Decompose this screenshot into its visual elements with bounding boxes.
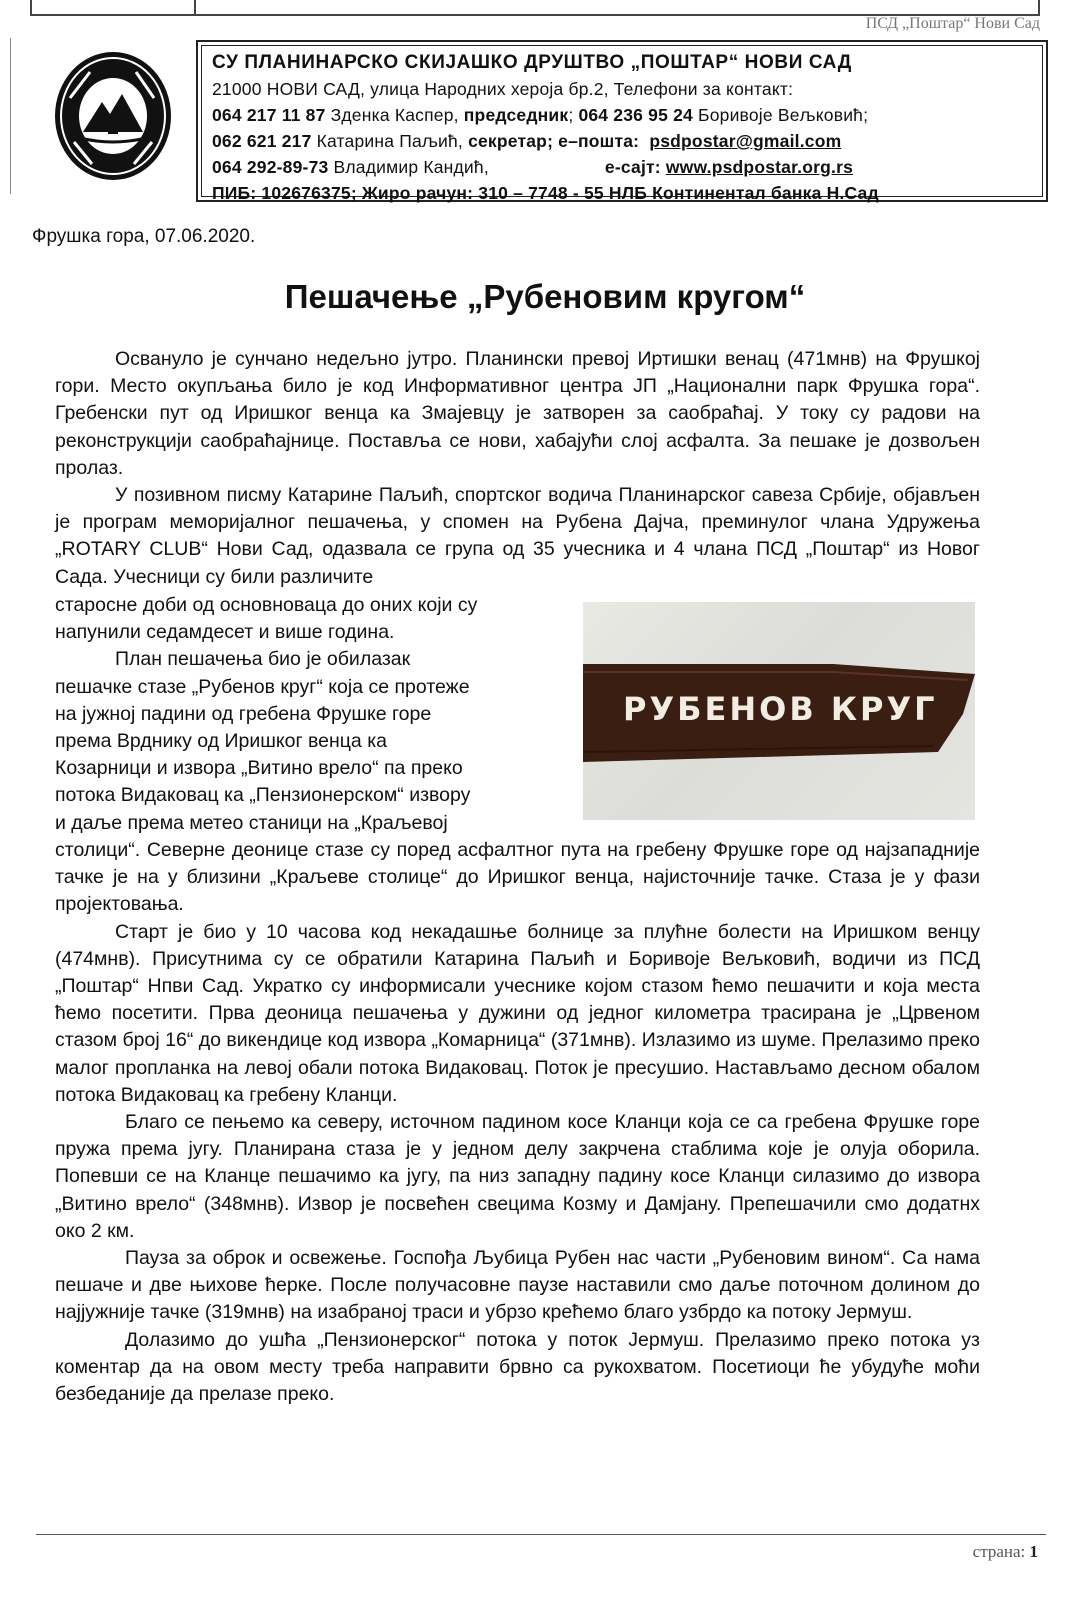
org-address: 21000 НОВИ САД, улица Народних хероја бр.2, Телефони за контакт: [212,79,794,99]
text-line: потока Видаковац ка „Пензионерском“ извору [55,784,471,807]
paragraph: Благо се пењемо ка северу, источном падином косе Кланци која се са гребена Фрушке горе пружа према југу. Планирана стаза је у једном делу закрчена стаблима које је олуја оборила. Попевши се на Кланце пешачимо ка југу, па низ западну падину косе Кланци силазимо до извора „Витино врело“ (348мнв). Извор је посвећен свецима Козму и Дамјану. Препешачили смо додатнх око 2 км. [55,1111,980,1242]
text-line: План пешачења био је обилазак [115,648,411,671]
paragraph: Освануло је сунчано недељно јутро. Планински превој Иртишки венац (471мнв) на Фрушкој гори. Место окупљања било је код Информативног центра ЈП „Национални парк Фрушка гора“. Гребенски пут од Иришког венца ка Змајевцу је затворен за саобраћај. У току су радови на реконструкцији саобраћајнице. Поставља се нови, хабајући слој асфалта. За пешаке је дозвољен пролаз. [55,348,980,479]
document-date: Фрушка гора, 07.06.2020. [32,226,256,247]
text-line: Козарници и извора „Витино врело“ па преко [55,757,463,780]
role-1: председник [463,105,569,125]
role-2: секретар; е–пошта: [468,131,640,151]
website-link[interactable]: www.psdpostar.org.rs [665,157,854,177]
phone-3: 062 621 217 [212,131,312,151]
paragraph: Пауза за оброк и освежење. Госпођа Љубица Рубен нас части „Рубеновим вином“. Са нама пешаче и две њихове ћерке. После получасовне паузе наставили смо даље поточном долином до најјужније тачке (319мнв) на изабраној траси и убрзо крећемо благо узбрдо ка потоку Јермуш. [55,1247,980,1324]
bank-info: ПИБ: 102676375; Жиро рачун: 310 – 7748 - 55 НЛБ Континентал банка Н.Сад [212,183,879,203]
page-number: 1 [1029,1542,1038,1561]
paragraph: Долазимо до ушћа „Пензионерског“ потока у поток Јермуш. Прелазимо преко потока уз коментар да на овом месту треба направити брвно са рукохватом. Посетиоци ће убудуће моћи безбеданије да прелазе преко. [55,1328,980,1406]
website-label: е-сајт: [604,157,661,177]
body-wrap [55,592,570,837]
contact-line-2 [212,128,1032,154]
email-link[interactable]: psdpostar@gmail.com [649,131,842,151]
contact-name-3: Катарина Пaљић, [311,131,469,151]
contact-name-1: Зденка Каспер, [325,105,464,125]
text-line: и даље према метео станици на „Краљевој [55,811,448,834]
club-logo [50,46,176,186]
paragraph: столици“. Северне деонице стазе су поред асфалтног пута на гребену Фрушке горе од најзападније тачке је на у близини „Краљеве столице“ до Иришког венца, најисточније тачке. Стаза је у фази пројектовања. [55,839,980,916]
contact-line-1 [212,102,1032,128]
sign-text: РУБЕНОВ КРУГ [623,690,938,728]
top-table-fragment [30,0,1040,16]
page-label: страна: [972,1542,1030,1561]
phone-1: 064 217 11 87 [212,105,326,125]
paragraph: У позивном писму Катарине Паљић, спортског водича Планинарског савеза Србије, објављен је програм меморијалног пешачења, у спомен на Рубена Дајча, преминулог члана Удружења „ROTARY CLUB“ Нови Сад, одазвала се група од 35 учесника и 4 члана ПСД „Поштар“ из Новог Сада. Учесници су били различите [55,484,980,588]
table-divider [194,0,196,14]
running-header: ПСД „Поштар“ Нови Сад [865,15,1040,32]
contact-name-4: Владимир Кандић, [328,157,489,177]
org-name: СУ ПЛАНИНАРСКО СКИЈАШКО ДРУШТВО „ПОШТАР“ НОВИ САД [212,52,852,73]
organization-info-box [196,40,1048,202]
footer-rule [36,1534,1046,1535]
phone-4: 064 292-89-73 [212,157,329,177]
text-line: на јужној падини од гребена Фрушке горе [55,702,432,725]
text-line: напунили седамдесет и више година. [55,621,395,644]
contact-name-2: Боривоје Вељковић; [692,105,869,125]
left-margin-edge [0,38,11,194]
contact-line-3 [212,154,1032,180]
document-title: Пешачење „Рубеновим кругом“ [284,278,806,315]
text-line: старосне доби од основноваца до оних који су [55,594,478,616]
text-line: пешачке стазе „Рубенов круг“ која се протеже [55,675,470,698]
phone-2: 064 236 95 24 [578,105,693,125]
trail-sign-photo [583,602,975,820]
body-top [55,346,980,591]
text-line: према Врднику од Иришког венца ка [55,730,388,753]
page-footer [973,1542,1038,1562]
separator: ; [568,105,579,125]
body-bottom [55,837,980,1408]
paragraph: Старт је био у 10 часова код некадашње болнице за плућне болести на Иришком венцу (474мнв). Присутнима су се обратили Катарина Паљић и Боривоје Вељковић, водичи из ПСД „Поштар“ Нпви Сад. Укратко су информисали учеснике којом стазом ћемо пешачити и која места ћемо посетити. Прва деоница пешачења у дужини од једног километра трасирана је „Црвеном стазом број 16“ до викендице код извора „Комарница“ (371мнв). Излазимо из шуме. Прелазимо преко малог пропланка на левој обали потока Видаковац. Поток је пресушио. Настављамо десном обалом потока Видаковац ка гребену Кланци. [55,920,980,1106]
